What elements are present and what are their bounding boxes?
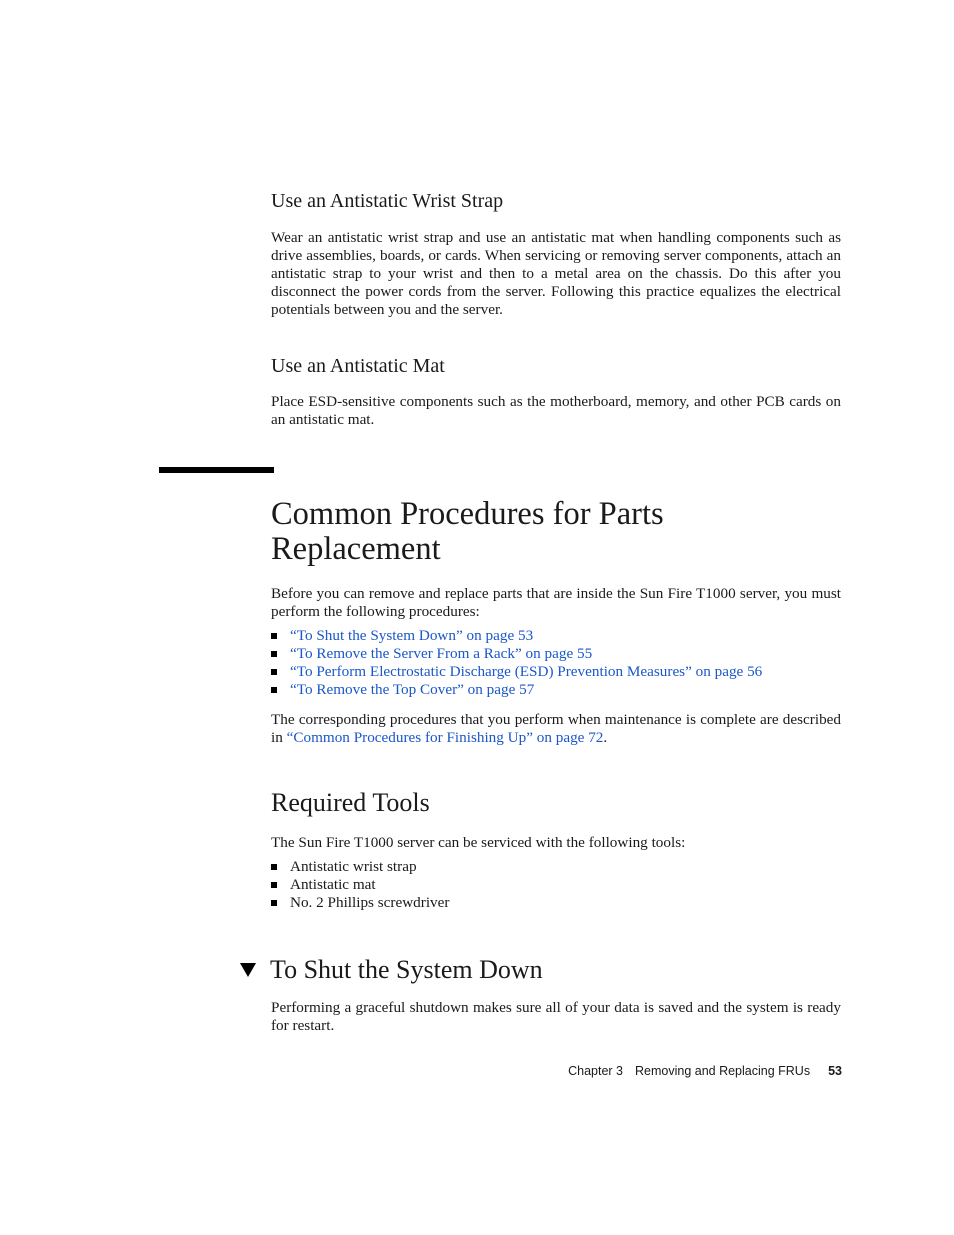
footer-chapter: Chapter 3 — [568, 1064, 623, 1078]
list-item — [271, 663, 841, 681]
procedure-heading-shutdown — [240, 955, 543, 985]
section-heading-wrist-strap: Use an Antistatic Wrist Strap — [271, 190, 504, 212]
tool-item: No. 2 Phillips screwdriver — [290, 894, 450, 911]
tools-list — [271, 858, 841, 912]
outro-text: The corresponding procedures that you perform when maintenance is complete are described in — [271, 711, 841, 746]
bullet-icon — [271, 633, 277, 639]
bullet-icon — [271, 864, 277, 870]
bullet-icon — [271, 882, 277, 888]
page-title-line1: Common Procedures for Parts — [271, 496, 664, 532]
chapter-section-rule — [159, 467, 274, 473]
xref-link[interactable]: “To Shut the System Down” on page 53 — [290, 627, 534, 644]
paragraph-common-intro: Before you can remove and replace parts that are inside the Sun Fire T1000 server, you must perform the following procedures: — [271, 585, 841, 620]
outro-period: . — [603, 729, 608, 746]
paragraph-shutdown: Performing a graceful shutdown makes sure all of your data is saved and the system is ready for restart. — [271, 999, 841, 1034]
paragraph-common-outro — [271, 711, 841, 747]
xref-link[interactable]: “To Perform Electrostatic Discharge (ESD) Prevention Measures” on page 56 — [290, 663, 763, 680]
tool-item: Antistatic mat — [290, 876, 376, 893]
xref-link-finishing-up[interactable]: “Common Procedures for Finishing Up” on page 72 — [286, 729, 604, 746]
paragraph-mat: Place ESD-sensitive components such as the motherboard, memory, and other PCB cards on an antistatic mat. — [271, 393, 841, 428]
bullet-icon — [271, 900, 277, 906]
tool-item: Antistatic wrist strap — [290, 858, 417, 875]
xref-link[interactable]: “To Remove the Top Cover” on page 57 — [290, 681, 535, 698]
page-footer — [0, 1064, 842, 1078]
footer-chapter-title: Removing and Replacing FRUs — [635, 1064, 811, 1078]
paragraph-wrist-strap: Wear an antistatic wrist strap and use an antistatic mat when handling components such as drive assemblies, boards, or cards. When servicing or removing server components, attach an antistatic strap to your wrist and then to a metal area on the chassis. Do this after you disconnect the power cords from the server. Following this practice equalizes the electrical potentials between you and the server. — [271, 229, 841, 318]
page-title-line2: Replacement — [271, 531, 441, 567]
procedure-link-list — [271, 627, 841, 699]
bullet-icon — [271, 669, 277, 675]
procedure-heading-text: To Shut the System Down — [270, 955, 543, 984]
bullet-icon — [271, 651, 277, 657]
list-item — [271, 645, 841, 663]
list-item — [271, 681, 841, 699]
list-item — [271, 894, 841, 912]
section-heading-mat: Use an Antistatic Mat — [271, 355, 445, 377]
paragraph-tools-intro: The Sun Fire T1000 server can be serviced with the following tools: — [271, 834, 686, 851]
section-heading-required-tools: Required Tools — [271, 788, 430, 817]
page-title — [271, 497, 831, 567]
xref-link[interactable]: “To Remove the Server From a Rack” on page 55 — [290, 645, 593, 662]
list-item — [271, 858, 841, 876]
list-item — [271, 876, 841, 894]
triangle-down-icon — [240, 963, 256, 977]
list-item — [271, 627, 841, 645]
bullet-icon — [271, 687, 277, 693]
footer-page-number: 53 — [828, 1064, 842, 1078]
